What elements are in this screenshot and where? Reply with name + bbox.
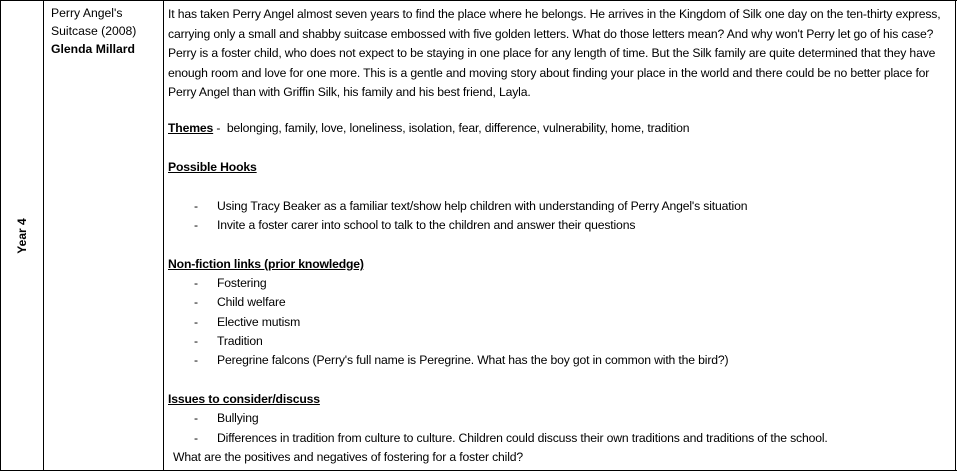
themes-separator: - xyxy=(213,121,221,135)
nonfiction-heading: Non-fiction links (prior knowledge) xyxy=(168,257,364,271)
bullet-dash: - xyxy=(194,199,198,213)
themes-line xyxy=(168,121,689,135)
book-title: Perry Angel's Suitcase (2008) xyxy=(51,6,137,38)
hooks-heading: Possible Hooks xyxy=(168,160,257,174)
book-author: Glenda Millard xyxy=(51,42,135,56)
issue-item-1: Bullying xyxy=(217,411,259,425)
nonfiction-item-1: Fostering xyxy=(217,276,267,290)
issues-heading: Issues to consider/discuss xyxy=(168,392,320,406)
hook-item-1: Using Tracy Beaker as a familiar text/show help children with understanding of Perry Angel's situation xyxy=(217,199,748,213)
bullet-dash: - xyxy=(194,315,198,329)
summary-paragraph: It has taken Perry Angel almost seven years to find the place where he belongs. He arrives in the Kingdom of Silk one day on the ten-thirty express, carrying only a small and shabby suitcase embossed with five golden letters. What do those letters mean? And why won't Perry let go of his case? Perry is a foster child, who does not expect to be staying in one place for any length of time. But the Silk family are quite determined that they have enough room and love for one more. This is a gentle and moving story about finding your place in the world and there could be no better place for Perry Angel than with Griffin Silk, his family and his best friend, Layla. xyxy=(168,7,941,99)
book-cell xyxy=(51,4,157,58)
issues-question: What are the positives and negatives of fostering for a foster child? xyxy=(173,450,524,464)
column-divider-1 xyxy=(43,0,44,471)
bullet-dash: - xyxy=(194,411,198,425)
nonfiction-item-5: Peregrine falcons (Perry's full name is Peregrine. What has the boy got in common with the bird?) xyxy=(217,353,729,367)
table-border-bottom xyxy=(0,470,957,471)
table-border-right xyxy=(955,0,956,471)
nonfiction-item-4: Tradition xyxy=(217,334,263,348)
year-cell xyxy=(1,1,42,470)
table-border-top xyxy=(0,0,957,1)
year-label: Year 4 xyxy=(14,217,29,254)
bullet-dash: - xyxy=(194,218,198,232)
hook-item-2: Invite a foster carer into school to talk to the children and answer their questions xyxy=(217,218,636,232)
issue-item-2: Differences in tradition from culture to culture. Children could discuss their own traditions and traditions of the school. xyxy=(217,431,828,445)
bullet-dash: - xyxy=(194,276,198,290)
bullet-dash: - xyxy=(194,431,198,445)
bullet-dash: - xyxy=(194,334,198,348)
column-divider-2 xyxy=(163,0,164,471)
themes-heading: Themes xyxy=(168,121,214,135)
nonfiction-item-3: Elective mutism xyxy=(217,315,301,329)
bullet-dash: - xyxy=(194,295,198,309)
themes-text: belonging, family, love, loneliness, isolation, fear, difference, vulnerability, home, tradition xyxy=(226,121,690,135)
nonfiction-item-2: Child welfare xyxy=(217,295,286,309)
details-cell xyxy=(168,5,953,464)
bullet-dash: - xyxy=(194,353,198,367)
